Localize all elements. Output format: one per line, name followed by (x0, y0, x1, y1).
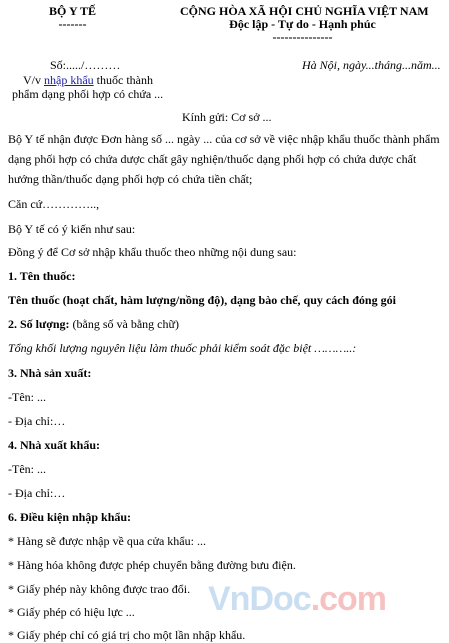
condition-1: * Hàng sẽ được nhập về qua cửa khẩu: ... (8, 534, 206, 548)
ministry-name: BỘ Y TẾ (49, 4, 96, 18)
section-2-total: Tổng khối lượng nguyên liệu làm thuốc phải kiểm soát đặc biệt ………..: (8, 341, 357, 355)
section-3-address: - Địa chỉ:… (8, 414, 66, 428)
section-1-content: Tên thuốc (hoạt chất, hàm lượng/nồng độ), dạng bào chế, quy cách đóng gói (8, 293, 396, 307)
watermark-logo (208, 578, 386, 621)
condition-5: * Giấy phép chỉ có giá trị cho một lần nhập khẩu. (8, 628, 246, 642)
section-3-title: 3. Nhà sản xuất: (8, 366, 92, 380)
motto-rule: --------------- (272, 30, 333, 44)
section-2-title: 2. Số lượng: (8, 317, 70, 331)
motto: Độc lập - Tự do - Hạnh phúc (229, 17, 376, 31)
condition-3: * Giấy phép này không được trao đổi. (8, 582, 191, 596)
subject-suffix: thuốc thành (93, 73, 153, 87)
agree-line: Đồng ý để Cơ sở nhập khẩu thuốc theo những nội dung sau: (8, 245, 297, 259)
watermark-part-1: VnDoc (208, 580, 311, 618)
condition-4: * Giấy phép có hiệu lực ... (8, 605, 135, 619)
watermark-part-2: .com (310, 580, 387, 618)
document-number: Số:...../……… (50, 58, 121, 72)
section-2-note: (bằng số và bằng chữ) (69, 317, 180, 331)
paragraph-1-line-3: hướng thần/thuốc dạng phối hợp có chứa tiền chất; (8, 172, 253, 186)
paragraph-1-line-2: dạng phối hợp có chứa dược chất gây nghiện/thuốc dạng phối hợp có chứa dược chất (8, 152, 417, 166)
subject-line-1 (23, 73, 153, 88)
section-4-address: - Địa chỉ:… (8, 486, 66, 500)
ministry-rule: ------- (58, 17, 87, 31)
section-4-name: -Tên: ... (8, 462, 46, 476)
section-2-line (8, 317, 179, 332)
opinion-line: Bộ Y tế có ý kiến như sau: (8, 222, 136, 236)
section-1-title: 1. Tên thuốc: (8, 269, 76, 283)
basis-line: Căn cứ………….., (8, 197, 100, 211)
subject-prefix: V/v (23, 73, 44, 87)
recipient: Kính gửi: Cơ sở ... (182, 110, 272, 124)
country-name: CỘNG HÒA XÃ HỘI CHỦ NGHĨA VIỆT NAM (180, 4, 429, 18)
section-4-title: 4. Nhà xuất khẩu: (8, 438, 101, 452)
place-date: Hà Nội, ngày...tháng...năm... (302, 58, 441, 72)
subject-line-2: phẩm dạng phối hợp có chứa ... (12, 87, 164, 101)
subject-link[interactable]: nhập khẩu (44, 73, 94, 87)
section-3-name: -Tên: ... (8, 390, 46, 404)
condition-2: * Hàng hóa không được phép chuyển bằng đường bưu điện. (8, 558, 296, 572)
section-6-title: 6. Điều kiện nhập khẩu: (8, 510, 132, 524)
paragraph-1-line-1: Bộ Y tế nhận được Đơn hàng số ... ngày ... của cơ sở về việc nhập khẩu thuốc thành phẩm (8, 132, 440, 146)
